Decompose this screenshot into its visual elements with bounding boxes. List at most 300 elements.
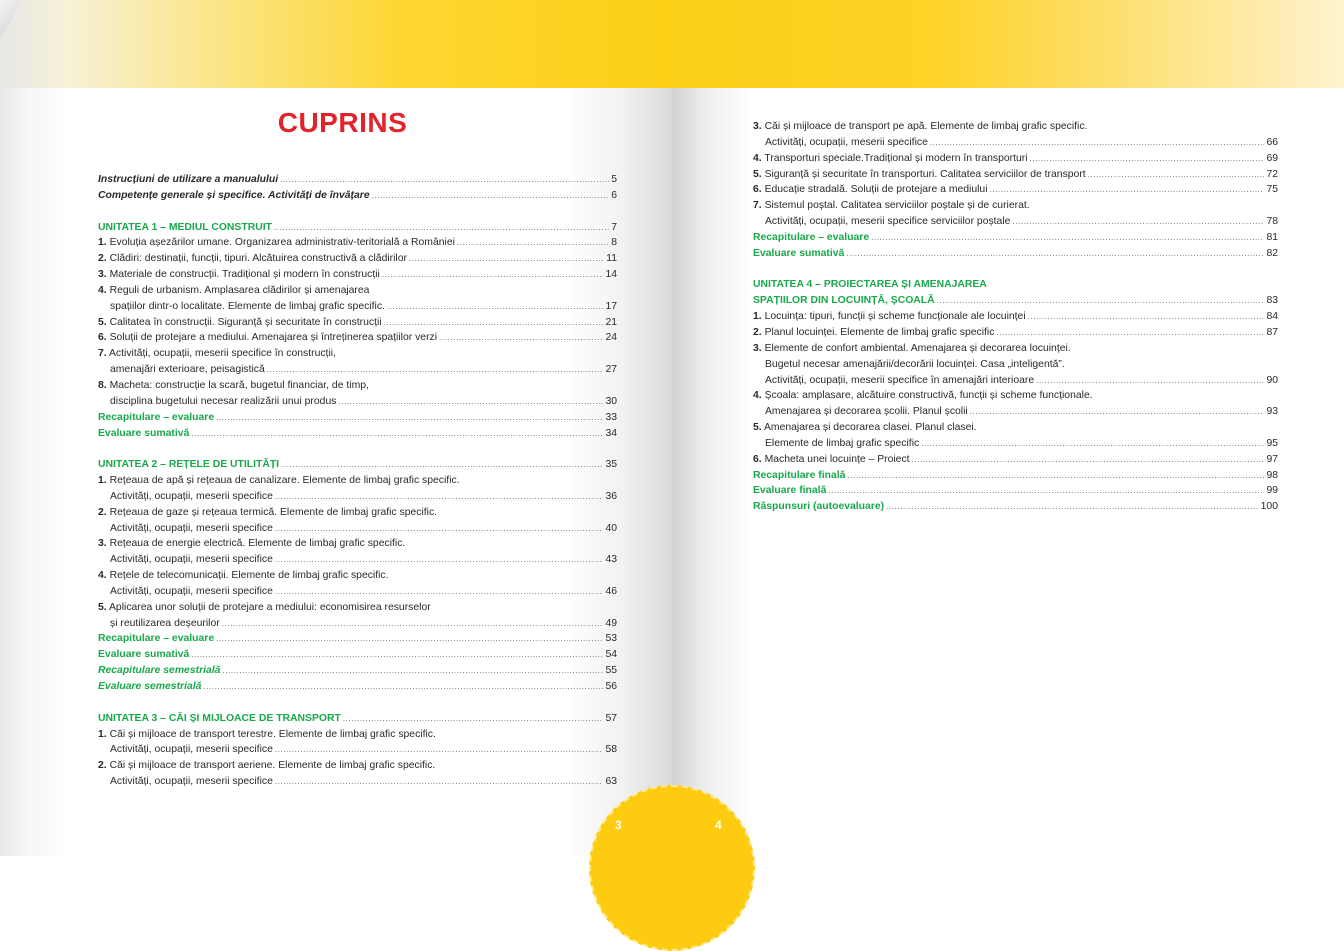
toc-entry-title xyxy=(98,727,436,743)
toc-entry-text: Activități, ocupații, meserii specifice în construcții, xyxy=(109,348,336,360)
toc-page-number: 75 xyxy=(1266,184,1278,196)
toc-entry-text: Instrucțiuni de utilizare a manualului xyxy=(98,174,279,185)
toc-entry-title xyxy=(753,246,844,262)
toc-entry-title xyxy=(98,188,370,204)
toc-entry-title xyxy=(110,489,273,505)
toc-entry-title xyxy=(753,198,1030,214)
toc-entry-text: disciplina bugetului necesar realizării unui produs xyxy=(110,395,337,407)
toc-entry-number: 2. xyxy=(753,326,762,338)
toc-page-number: 55 xyxy=(605,665,617,677)
toc-entry[interactable] xyxy=(753,388,1278,404)
toc-entry-title xyxy=(98,647,189,663)
toc-entry-text: Clădiri: destinații, funcții, tipuri. Alcătuirea constructivă a clădirilor xyxy=(109,253,407,265)
toc-entry-text: Macheta unei locuințe – Proiect xyxy=(764,453,910,465)
toc-entry-text: Activități, ocupații, meserii specifice xyxy=(110,744,273,756)
toc-page-number: 5 xyxy=(611,174,617,185)
toc-unit-heading[interactable] xyxy=(753,277,1278,293)
toc-entry[interactable] xyxy=(753,246,1278,262)
toc-entry[interactable] xyxy=(753,341,1278,357)
toc-page-number: 43 xyxy=(605,554,617,566)
toc-page-number: 17 xyxy=(605,300,617,312)
toc-entry-text: Evaluare sumativă xyxy=(98,649,190,661)
toc-entry[interactable] xyxy=(98,346,617,362)
toc-entry[interactable] xyxy=(98,394,617,410)
toc-entry-text: Rețeaua de gaze și rețeaua termică. Elemente de limbaj grafic specific. xyxy=(109,506,438,518)
dot-leader xyxy=(216,631,603,647)
toc-entry-number: 4. xyxy=(98,570,107,582)
toc-entry-text: Activități, ocupații, meserii specifice serviciilor poștale xyxy=(765,216,1011,228)
toc-entry[interactable] xyxy=(753,230,1278,246)
toc-entry-text: Calitatea în construcții. Siguranță și securitate în construcții xyxy=(109,316,382,328)
dot-leader xyxy=(1012,214,1264,230)
dot-leader xyxy=(846,246,1264,262)
toc-entry[interactable] xyxy=(98,283,617,299)
toc-unit-heading[interactable] xyxy=(98,457,617,473)
toc-entry[interactable] xyxy=(753,452,1278,468)
toc-page-number: 95 xyxy=(1266,437,1278,449)
toc-entry-title xyxy=(765,436,919,452)
toc-entry[interactable] xyxy=(753,325,1278,341)
toc-entry-title xyxy=(110,552,273,568)
toc-entry[interactable] xyxy=(98,647,617,663)
toc-entry-title xyxy=(98,426,189,442)
toc-entry-title xyxy=(753,119,1087,135)
toc-page-number: 6 xyxy=(611,189,617,201)
toc-entry-number: 2. xyxy=(98,506,107,518)
toc-entry[interactable] xyxy=(98,552,617,568)
toc-entry-title xyxy=(753,277,987,293)
toc-entry-title xyxy=(98,505,437,521)
toc-entry[interactable] xyxy=(753,198,1278,214)
toc-page-number: 83 xyxy=(1266,295,1278,307)
toc-entry[interactable] xyxy=(753,373,1278,389)
dot-leader xyxy=(871,230,1264,246)
toc-page-number: 72 xyxy=(1266,168,1278,180)
toc-page-number: 36 xyxy=(605,490,617,502)
toc-entry-title xyxy=(753,388,1093,404)
dot-leader xyxy=(847,468,1264,484)
page-title: CUPRINS xyxy=(277,107,408,138)
toc-entry-text: Căi și mijloace de transport terestre. Elemente de limbaj grafic specific. xyxy=(109,728,436,740)
toc-entry[interactable] xyxy=(98,489,617,505)
toc-entry-number: 6. xyxy=(753,184,762,196)
toc-entry[interactable] xyxy=(98,267,617,283)
toc-entry[interactable] xyxy=(753,499,1278,515)
toc-entry-text: Căi și mijloace de transport pe apă. Elemente de limbaj grafic specific. xyxy=(764,121,1088,132)
toc-entry-text: Rețeaua de energie electrică. Elemente de limbaj grafic specific. xyxy=(109,538,406,550)
toc-entry-title xyxy=(98,346,336,362)
toc-entry-title xyxy=(765,214,1010,230)
toc-page-number: 97 xyxy=(1266,453,1278,465)
toc-entry-number: 6. xyxy=(98,332,107,344)
toc-entry-text: UNITATEA 2 – REȚELE DE UTILITĂȚI xyxy=(98,459,280,471)
toc-entry-title xyxy=(753,309,1026,325)
toc-page-number: 40 xyxy=(605,522,617,534)
toc-entry[interactable] xyxy=(98,378,617,394)
toc-entry[interactable] xyxy=(753,151,1278,167)
dot-leader xyxy=(886,499,1259,515)
dot-leader xyxy=(409,251,604,267)
dot-leader xyxy=(996,325,1264,341)
toc-entry[interactable] xyxy=(753,119,1278,135)
toc-entry-number: 8. xyxy=(98,379,107,391)
toc-entry-title xyxy=(110,584,273,600)
toc-entry-title xyxy=(753,167,1086,183)
dot-leader xyxy=(1088,167,1265,183)
toc-entry-title xyxy=(753,483,826,499)
toc-entry[interactable] xyxy=(98,299,617,315)
toc-entry-text: Materiale de construcții. Tradițional și modern în construcții xyxy=(109,269,380,281)
toc-entry[interactable] xyxy=(753,404,1278,420)
dot-leader xyxy=(382,267,604,283)
toc-entry[interactable] xyxy=(753,483,1278,499)
toc-entry-title xyxy=(753,499,884,515)
toc-page-number: 46 xyxy=(605,585,617,597)
toc-entry-text: Reguli de urbanism. Amplasarea clădirilor și amenajarea xyxy=(109,284,370,296)
toc-entry-title xyxy=(98,473,460,489)
toc-unit-heading[interactable] xyxy=(753,293,1278,309)
toc-entry-title xyxy=(110,362,265,378)
toc-page-number: 33 xyxy=(605,411,617,423)
toc-entry-text: Elemente de confort ambiental. Amenajarea și decorarea locuinței. xyxy=(764,342,1071,354)
toc-entry-text: Activități, ocupații, meserii specifice xyxy=(110,522,273,534)
toc-entry-title xyxy=(98,172,278,188)
header-band-left xyxy=(0,0,672,88)
toc-entry-title xyxy=(98,235,455,251)
toc-entry-text: UNITATEA 1 – MEDIUL CONSTRUIT xyxy=(98,221,272,233)
toc-entry-number: 1. xyxy=(98,237,107,249)
toc-page-number: 21 xyxy=(605,316,617,328)
toc-entry-title xyxy=(98,410,214,426)
toc-entry-text: Activități, ocupații, meserii specifice xyxy=(110,490,273,502)
toc-page-number: 8 xyxy=(611,237,617,249)
page-number-circle xyxy=(589,785,755,951)
dot-leader xyxy=(275,489,604,505)
toc-entry-text: Activități, ocupații, meserii specifice xyxy=(110,585,273,597)
page-number-left: 3 xyxy=(615,818,622,832)
toc-page-number: 58 xyxy=(605,744,617,756)
toc-entry-title xyxy=(98,315,382,331)
dot-leader xyxy=(281,457,603,473)
toc-right-column xyxy=(753,119,1278,515)
toc-entry-title xyxy=(98,283,369,299)
toc-entry-text: Amenajarea și decorarea școlii. Planul școlii xyxy=(765,406,968,418)
toc-page-number: 49 xyxy=(605,617,617,629)
toc-page-number: 66 xyxy=(1266,136,1278,148)
toc-entry-title xyxy=(98,711,341,727)
toc-entry[interactable] xyxy=(98,600,617,616)
toc-entry[interactable] xyxy=(753,214,1278,230)
toc-entry-number: 2. xyxy=(98,253,107,265)
toc-entry-text: Educație stradală. Soluții de protejare a mediului xyxy=(764,184,988,196)
toc-entry[interactable] xyxy=(98,188,617,204)
toc-entry[interactable] xyxy=(753,167,1278,183)
toc-entry-text: Activități, ocupații, meserii specifice xyxy=(110,554,273,566)
toc-entry-title xyxy=(98,220,272,236)
toc-entry-number: 1. xyxy=(98,728,107,740)
toc-unit-heading[interactable] xyxy=(98,711,617,727)
dot-leader xyxy=(275,521,604,537)
toc-entry-text: Recapitulare finală xyxy=(753,469,846,481)
toc-entry-title xyxy=(98,600,431,616)
toc-entry-text: Evaluare sumativă xyxy=(98,427,190,439)
toc-entry[interactable] xyxy=(753,420,1278,436)
dot-leader xyxy=(1028,309,1265,325)
toc-entry-text: Recapitulare – evaluare xyxy=(753,231,870,243)
toc-entry-title xyxy=(110,742,273,758)
dot-leader xyxy=(1036,373,1264,389)
toc-entry[interactable] xyxy=(98,742,617,758)
toc-page-number: 11 xyxy=(606,253,617,265)
toc-page-number: 57 xyxy=(605,712,617,724)
toc-entry-number: 3. xyxy=(753,342,762,354)
dot-leader xyxy=(275,774,604,790)
toc-entry[interactable] xyxy=(98,631,617,647)
toc-page-number: 24 xyxy=(605,332,617,344)
toc-entry[interactable] xyxy=(98,235,617,251)
toc-entry-number: 5. xyxy=(753,422,762,434)
toc-entry[interactable] xyxy=(98,251,617,267)
toc-entry[interactable] xyxy=(753,436,1278,452)
toc-page-number: 56 xyxy=(605,681,617,692)
toc-entry-text: UNITATEA 4 – PROIECTAREA ȘI AMENAJAREA xyxy=(753,279,987,291)
toc-entry-title xyxy=(753,230,869,246)
toc-unit-heading[interactable] xyxy=(98,220,617,236)
toc-entry[interactable] xyxy=(98,536,617,552)
toc-entry-text: Sistemul poștal. Calitatea serviciilor poștale și de curierat. xyxy=(764,200,1030,212)
toc-entry-text: Macheta: construcție la scară, bugetul financiar, de timp, xyxy=(109,379,369,391)
toc-entry[interactable] xyxy=(98,505,617,521)
toc-entry-title xyxy=(753,151,1028,167)
dot-leader xyxy=(439,330,603,346)
toc-page-number: 81 xyxy=(1266,231,1278,243)
toc-page-number: 98 xyxy=(1266,469,1278,481)
toc-page-number: 53 xyxy=(605,633,617,645)
toc-entry-number: 6. xyxy=(753,453,762,465)
dot-leader xyxy=(384,315,604,331)
toc-entry-text: amenajări exterioare, peisagistică xyxy=(110,364,265,376)
toc-entry-text: Aplicarea unor soluții de protejare a mediului: economisirea resurselor xyxy=(109,601,431,613)
dot-leader xyxy=(191,426,603,442)
dot-leader xyxy=(990,182,1265,198)
toc-entry-number: 3. xyxy=(98,269,107,281)
toc-entry-number: 4. xyxy=(98,284,107,296)
toc-page-number: 87 xyxy=(1266,326,1278,338)
toc-entry[interactable] xyxy=(98,774,617,790)
toc-page-number: 54 xyxy=(605,649,617,661)
toc-entry-text: Recapitulare – evaluare xyxy=(98,411,215,423)
toc-spacer xyxy=(753,262,1278,278)
toc-entry-text: Amenajarea și decorarea clasei. Planul clasei. xyxy=(764,422,977,434)
dot-leader xyxy=(343,711,604,727)
dot-leader xyxy=(921,436,1264,452)
toc-entry[interactable] xyxy=(98,172,617,188)
toc-entry-number: 4. xyxy=(753,390,762,402)
toc-entry-number: 7. xyxy=(98,348,107,360)
dot-leader xyxy=(338,394,603,410)
toc-entry-title xyxy=(110,394,336,410)
dot-leader xyxy=(191,647,603,663)
dot-leader xyxy=(912,452,1265,468)
dot-leader xyxy=(372,188,610,204)
toc-entry-title xyxy=(98,758,435,774)
toc-entry[interactable] xyxy=(98,315,617,331)
toc-page-number: 84 xyxy=(1266,311,1278,323)
toc-entry-number: 2. xyxy=(98,760,107,772)
toc-entry-text: SPAȚIILOR DIN LOCUINȚĂ, ȘCOALĂ xyxy=(753,295,935,307)
toc-entry-title xyxy=(110,616,220,632)
toc-entry-title xyxy=(110,521,273,537)
toc-spacer xyxy=(98,441,617,457)
toc-entry-title xyxy=(753,341,1071,357)
toc-entry-text: Soluții de protejare a mediului. Amenajarea și întreținerea spațiilor verzi xyxy=(109,332,438,344)
toc-entry-title xyxy=(765,404,968,420)
toc-entry[interactable] xyxy=(753,182,1278,198)
toc-page-number: 27 xyxy=(605,364,617,376)
toc-entry-number: 7. xyxy=(753,200,762,212)
dot-leader xyxy=(970,404,1265,420)
toc-entry[interactable] xyxy=(98,521,617,537)
toc-entry[interactable] xyxy=(753,135,1278,151)
dot-leader xyxy=(280,172,609,188)
dot-leader xyxy=(222,616,604,632)
toc-entry-number: 3. xyxy=(98,538,107,550)
toc-entry-text: Evoluția așezărilor umane. Organizarea administrativ-teritorială a României xyxy=(109,237,455,249)
toc-entry-title xyxy=(765,373,1034,389)
toc-entry-title xyxy=(765,135,928,151)
toc-entry[interactable] xyxy=(98,568,617,584)
toc-spacer xyxy=(98,204,617,220)
toc-entry-number: 1. xyxy=(98,475,107,487)
toc-spacer xyxy=(98,695,617,711)
toc-page-number: 35 xyxy=(605,459,617,471)
toc-entry-text: Locuința: tipuri, funcții și scheme funcționale ale locuinței xyxy=(764,311,1026,323)
toc-left-column xyxy=(98,172,617,790)
toc-entry-text: Planul locuinței. Elemente de limbaj grafic specific xyxy=(764,326,995,338)
toc-entry[interactable] xyxy=(753,468,1278,484)
toc-entry-title xyxy=(753,420,977,436)
toc-entry-text: Evaluare sumativă xyxy=(753,247,845,259)
toc-entry[interactable] xyxy=(98,663,617,679)
toc-entry-number: 3. xyxy=(753,121,762,132)
toc-page-number: 69 xyxy=(1266,152,1278,164)
toc-entry-text: Elemente de limbaj grafic specific xyxy=(765,437,920,449)
toc-entry-number: 5. xyxy=(753,168,762,180)
toc-entry-number: 4. xyxy=(753,152,762,164)
toc-entry[interactable] xyxy=(98,584,617,600)
dot-leader xyxy=(203,679,603,695)
toc-page-number: 100 xyxy=(1260,501,1278,513)
toc-entry[interactable] xyxy=(98,727,617,743)
toc-entry-title xyxy=(98,267,380,283)
toc-entry[interactable] xyxy=(98,330,617,346)
toc-page-number: 93 xyxy=(1266,406,1278,418)
toc-entry-number: 1. xyxy=(753,311,762,323)
toc-entry[interactable] xyxy=(98,410,617,426)
toc-entry-title xyxy=(110,299,385,315)
dot-leader xyxy=(222,663,603,679)
header-band-right xyxy=(672,0,1344,88)
toc-entry-title xyxy=(753,325,994,341)
toc-entry[interactable] xyxy=(753,357,1278,373)
dot-leader xyxy=(275,742,604,758)
toc-entry-text: Activități, ocupații, meserii specifice în amenajări interioare xyxy=(765,374,1035,386)
dot-leader xyxy=(828,483,1264,499)
dot-leader xyxy=(216,410,603,426)
dot-leader xyxy=(937,293,1265,309)
toc-entry[interactable] xyxy=(98,426,617,442)
toc-entry-text: Activități, ocupații, meserii specifice xyxy=(110,776,273,788)
dot-leader xyxy=(275,584,604,600)
toc-entry-text: Siguranță și securitate în transporturi. Calitatea serviciilor de transport xyxy=(764,168,1086,180)
dot-leader xyxy=(457,235,609,251)
toc-page-number: 14 xyxy=(605,269,617,281)
dot-leader xyxy=(275,552,604,568)
toc-entry[interactable] xyxy=(753,309,1278,325)
toc-entry-text: Căi și mijloace de transport aeriene. Elemente de limbaj grafic specific. xyxy=(109,760,436,772)
toc-entry-title xyxy=(98,631,214,647)
toc-entry-title xyxy=(98,536,405,552)
toc-entry-text: Competențe generale și specifice. Activități de învățare xyxy=(98,189,370,201)
page-number-right: 4 xyxy=(715,818,722,832)
toc-entry-title xyxy=(98,457,279,473)
dot-leader xyxy=(930,135,1265,151)
toc-entry-text: Transporturi speciale.Tradițional și modern în transporturi xyxy=(764,152,1028,164)
toc-page-number: 82 xyxy=(1266,247,1278,259)
toc-entry-text: și reutilizarea deșeurilor xyxy=(110,617,220,629)
toc-page-number: 34 xyxy=(605,427,617,439)
toc-page-number: 78 xyxy=(1266,216,1278,228)
toc-entry-title xyxy=(753,468,845,484)
toc-entry-number: 5. xyxy=(98,316,107,328)
toc-entry-text: Bugetul necesar amenajării/decorării locuinței. Casa „inteligentă”. xyxy=(765,358,1065,370)
toc-entry-text: Rețeaua de apă și rețeaua de canalizare. Elemente de limbaj grafic specific. xyxy=(109,475,460,487)
toc-entry[interactable] xyxy=(98,362,617,378)
toc-entry-title xyxy=(98,378,369,394)
toc-page-number: 63 xyxy=(605,776,617,788)
toc-entry[interactable] xyxy=(98,616,617,632)
toc-entry[interactable] xyxy=(98,758,617,774)
toc-entry-text: Școala: amplasare, alcătuire constructivă, funcții și scheme funcționale. xyxy=(764,390,1093,402)
toc-entry-text: Evaluare semestrială xyxy=(98,681,202,692)
toc-entry-title xyxy=(753,293,935,309)
toc-entry-text: UNITATEA 3 – CĂI ȘI MIJLOACE DE TRANSPORT xyxy=(98,712,341,724)
toc-entry-title xyxy=(753,452,910,468)
dot-leader xyxy=(267,362,604,378)
toc-entry-text: Recapitulare – evaluare xyxy=(98,633,215,645)
toc-entry-title xyxy=(98,251,407,267)
dot-leader xyxy=(1030,151,1265,167)
toc-entry-text: Evaluare finală xyxy=(753,485,827,497)
toc-entry-text: Activități, ocupații, meserii specifice xyxy=(765,136,928,148)
toc-entry[interactable] xyxy=(98,473,617,489)
toc-entry-text: Răspunsuri (autoevaluare) xyxy=(753,501,885,513)
toc-entry-text: Recapitulare semestrială xyxy=(98,665,221,677)
toc-entry[interactable] xyxy=(98,679,617,695)
toc-entry-text: spațiilor dintr-o localitate. Elemente de limbaj grafic specific. xyxy=(110,300,385,312)
toc-entry-title xyxy=(765,357,1065,373)
dot-leader xyxy=(274,220,609,236)
toc-page-number: 7 xyxy=(611,221,617,233)
toc-page-number: 90 xyxy=(1266,374,1278,386)
toc-page-number: 99 xyxy=(1266,485,1278,497)
toc-entry-text: Rețele de telecomunicații. Elemente de limbaj grafic specific. xyxy=(109,570,389,582)
toc-entry-title xyxy=(98,663,220,679)
toc-entry-title xyxy=(98,568,389,584)
toc-entry-title xyxy=(753,182,988,198)
toc-page-number: 30 xyxy=(605,395,617,407)
toc-entry-title xyxy=(98,679,201,695)
